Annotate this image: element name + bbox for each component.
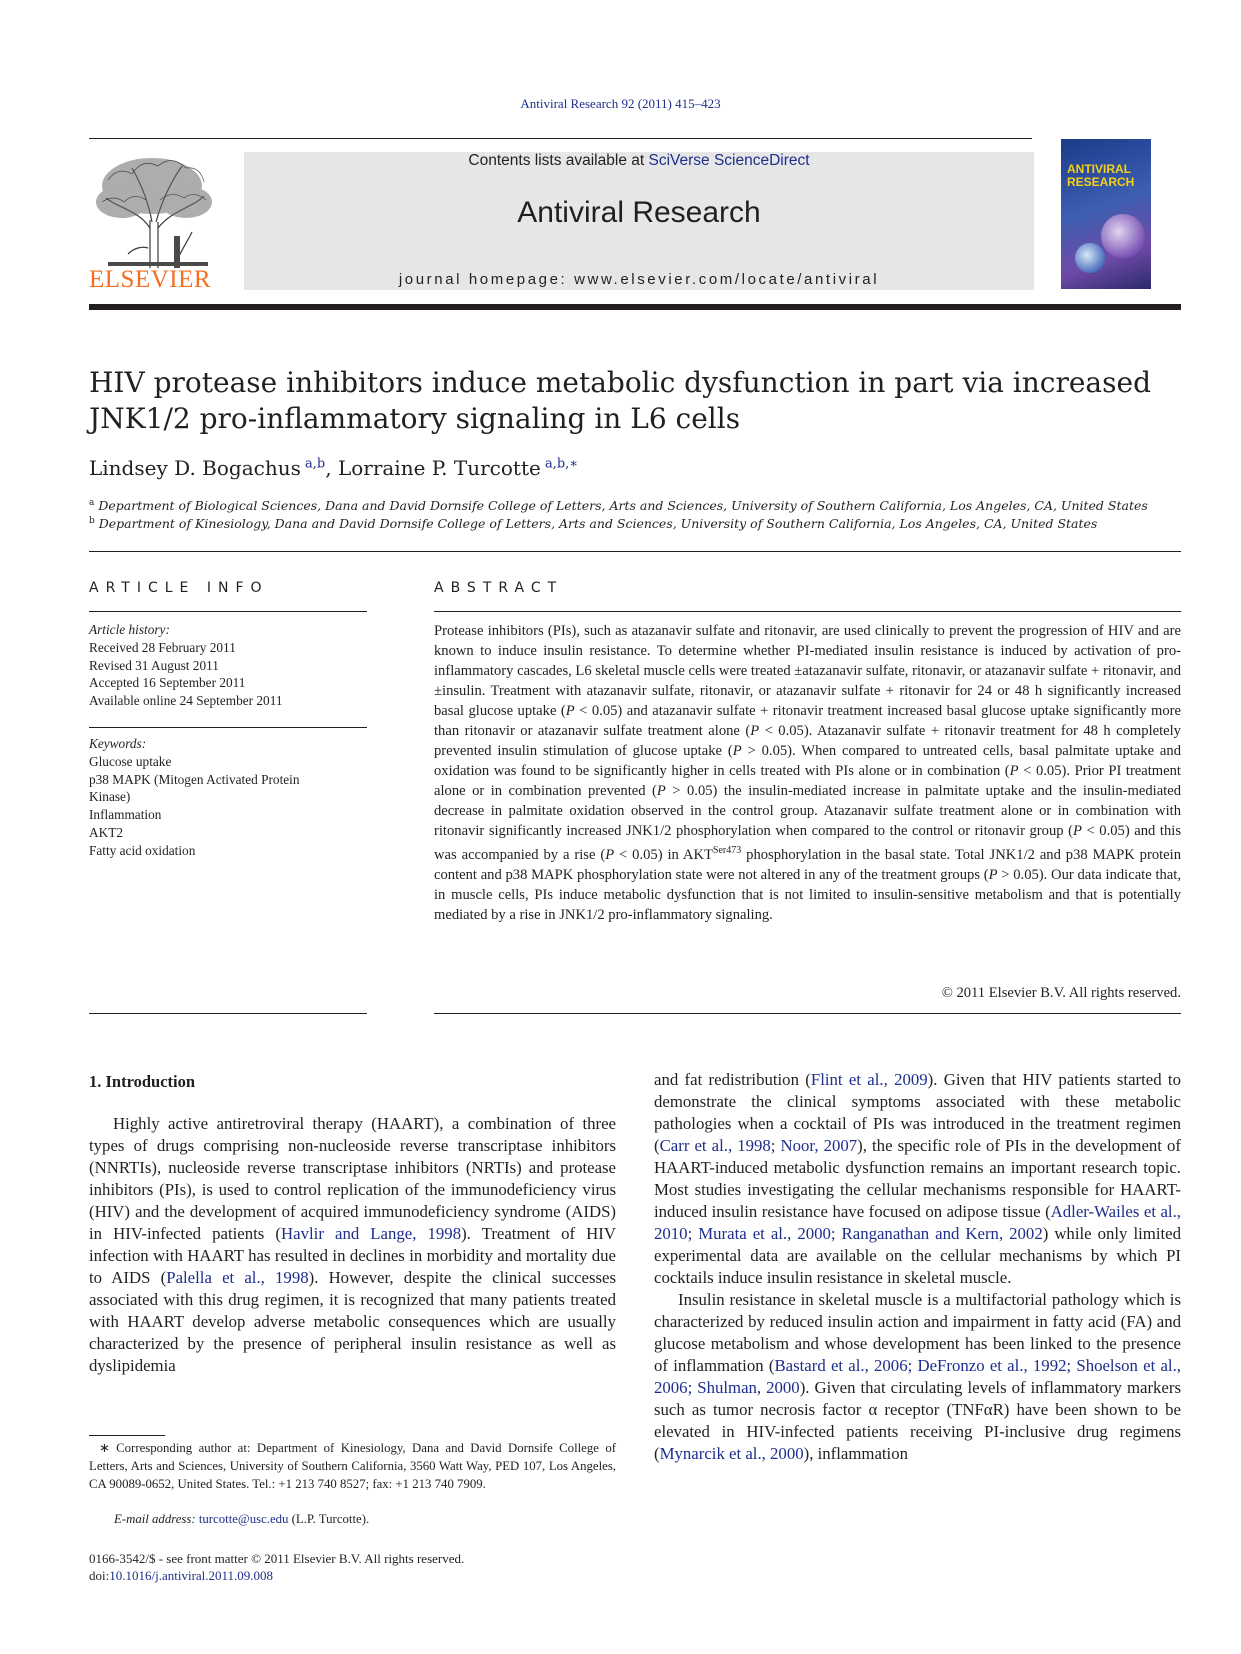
keywords <box>89 735 379 860</box>
journal-name: Antiviral Research <box>517 196 761 229</box>
divider <box>434 611 1181 612</box>
paragraph: and fat redistribution (Flint et al., 2009). Given that HIV patients started to demonstrate the clinical symptoms associated with these metabolic pathologies when a cocktail of PIs was introduced in the treatment regimen (Carr et al., 1998; Noor, 2007), the specific role of PIs in the development of HAART-induced metabolic dysfunction remains an important research topic. Most studies investigating the cellular mechanisms responsible for HAART-induced insulin resistance have focused on adipose tissue (Adler-Wailes et al., 2010; Murata et al., 2000; Ranganathan and Kern, 2002) while only limited experimental data are available on the cellular mechanisms by which PI cocktails induce insulin resistance in skeletal muscle. <box>654 1070 1181 1287</box>
history-label: Article history: <box>89 622 170 637</box>
paragraph: Highly active antiretroviral therapy (HAART), a combination of three types of drugs comprising non-nucleoside reverse transcriptase inhibitors (NNRTIs), nucleoside reverse transcriptase inhibitors (NRTIs) and protease inhibitors (PIs), is used to control replication of the immunodeficiency virus (HIV) and the development of acquired immunodeficiency syndrome (AIDS) in HIV-infected patients (Havlir and Lange, 1998). Treatment of HIV infection with HAART has resulted in declines in morbidity and mortality due to AIDS (Palella et al., 1998). However, despite the clinical successes associated with this drug regimen, it is recognized that many patients treated with HAART develop adverse metabolic consequences which are usually characterized by the presence of peripheral insulin resistance as well as dyslipidemia <box>89 1114 617 1375</box>
author-affiliation-mark[interactable]: a,b <box>305 456 326 472</box>
author-name: Lindsey D. Bogachus <box>89 456 301 480</box>
abstract-body: Protease inhibitors (PIs), such as atazanavir sulfate and ritonavir, are used clinically to prevent the progression of HIV and are known to induce insulin resistance. To determine whether PI-mediated insulin resistance is induced by activation of pro-inflammatory cascades, L6 skeletal muscle cells were treated ±atazanavir sulfate, ritonavir, or atazanavir sulfate + ritonavir, and ±insulin. Treatment with atazanavir sulfate, ritonavir, or atazanavir sulfate + ritonavir for 24 or 48 h significantly increased basal glucose uptake (P < 0.05) and atazanavir sulfate + ritonavir treatment increased basal glucose uptake significantly more than ritonavir or atazanavir sulfate treatment alone (P < 0.05). Atazanavir sulfate + ritonavir treatment for 48 h completely prevented insulin stimulation of glucose uptake (P > 0.05). When compared to untreated cells, basal palmitate uptake and oxidation was found to be significantly higher in cells treated with PIs alone or in combination (P < 0.05). Prior PI treatment alone or in combination prevented (P > 0.05) the insulin-mediated increase in palmitate uptake and the insulin-mediated decrease in palmitate oxidation observed in the control group. Atazanavir sulfate treatment alone or in combination with ritonavir significantly increased JNK1/2 phosphorylation when compared to the control or ritonavir group (P < 0.05) and this was accompanied by a rise (P < 0.05) in $AKT^{Ser473}$ phosphorylation in the basal state. Total JNK1/2 and p38 MAPK protein content and p38 MAPK phosphorylation state were not altered in any of the treatment groups (P > 0.05). Our data indicate that, in muscle cells, PIs induce metabolic dysfunction that is not limited to insulin-sensitive metabolism and that is potentially mediated by a rise in JNK1/2 pro-inflammatory signaling. <box>434 623 1182 923</box>
sciencedirect-link[interactable]: SciVerse ScienceDirect <box>648 152 810 169</box>
cover-cell-graphic-small <box>1075 243 1105 273</box>
running-head[interactable]: Antiviral Research 92 (2011) 415–423 <box>520 96 721 111</box>
history-entry: Available online 24 September 2011 <box>89 693 283 709</box>
paragraph: Insulin resistance in skeletal muscle is a multifactorial pathology which is characterized by reduced insulin action and impairment in fatty acid (FA) and glucose metabolism and whose development has been linked to the presence of inflammation (Bastard et al., 2006; DeFronzo et al., 1992; Shoelson et al., 2006; Shulman, 2000). Given that circulating levels of inflammatory markers such as tumor necrosis factor α receptor (TNFαR) have been shown to be elevated in HIV-infected patients receiving PI-inclusive drug regimens (Mynarcik et al., 2000), inflammation <box>654 1290 1181 1463</box>
keyword: p38 MAPK (Mitogen Activated Protein <box>89 771 300 787</box>
keyword: Fatty acid oxidation <box>89 842 196 858</box>
divider <box>89 727 367 728</box>
body-column-left <box>89 1113 616 1377</box>
divider <box>89 611 367 612</box>
citation-link[interactable]: Adler-Wailes et al., 2010; Murata et al., 2000; Ranganathan and Kern, 2002 <box>654 1202 1181 1243</box>
issn-line: 0166-3542/$ - see front matter © 2011 Elsevier B.V. All rights reserved. <box>89 1551 465 1566</box>
author-name: Lorraine P. Turcotte <box>337 456 541 480</box>
contents-line <box>244 152 1034 170</box>
section-heading: 1. Introduction <box>89 1072 196 1091</box>
history-entry: Accepted 16 September 2011 <box>89 675 246 691</box>
cover-cell-graphic <box>1101 214 1145 258</box>
body-column-right <box>654 1069 1181 1465</box>
keyword: Kinase) <box>89 789 131 805</box>
abstract-copyright: © 2011 Elsevier B.V. All rights reserved. <box>941 985 1181 1001</box>
footnote-rule <box>89 1435 165 1436</box>
footnote-email: E-mail address: turcotte@usc.edu (L.P. Turcotte). <box>114 1512 370 1526</box>
email-link[interactable]: turcotte@usc.edu <box>198 1512 289 1526</box>
citation-link[interactable]: Bastard et al., 2006; DeFronzo et al., 1992; Shoelson et al., 2006; Shulman, 2000 <box>654 1356 1181 1397</box>
abstract-heading: ABSTRACT <box>434 580 564 596</box>
masthead-top-rule <box>89 138 1032 139</box>
affiliation-a: $^a$ Department of Biological Sciences, Dana and David Dornsife College of Letters, Arts and Sciences, University of Southern California, Los Angeles, CA, United States <box>89 498 1148 514</box>
article-history <box>89 621 379 710</box>
elsevier-tree-icon <box>88 150 218 270</box>
citation-link[interactable]: Carr et al., 1998; Noor, 2007 <box>659 1136 858 1155</box>
title-rule <box>89 551 1181 552</box>
journal-homepage[interactable]: journal homepage: www.elsevier.com/locate/antiviral <box>398 271 880 288</box>
journal-cover-image <box>1061 139 1151 289</box>
author-list: Lindsey D. Bogachus $^{a,b}$, Lorraine P. Turcotte $^{a,b,∗}$ <box>89 456 579 480</box>
cover-title: ANTIVIRAL RESEARCH <box>1067 162 1135 189</box>
affiliation-b: $^b$ Department of Kinesiology, Dana and David Dornsife College of Letters, Arts and Sciences, University of Southern California, Los Angeles, CA, United States <box>89 516 1098 532</box>
keyword: Glucose uptake <box>89 753 172 769</box>
divider <box>89 1013 367 1014</box>
front-matter <box>89 1550 464 1584</box>
doi-line: doi:10.1016/j.antiviral.2011.09.008 <box>89 1568 274 1583</box>
article-info-heading: ARTICLE INFO <box>89 580 269 596</box>
citation-link[interactable]: Havlir and Lange, 1998 <box>281 1224 462 1243</box>
elsevier-wordmark: ELSEVIER <box>89 266 212 293</box>
keyword: Inflammation <box>89 807 162 823</box>
citation-link[interactable]: Palella et al., 1998 <box>166 1268 309 1287</box>
divider <box>434 1013 1181 1014</box>
contents-prefix: Contents lists available at <box>468 152 649 169</box>
citation-link[interactable]: Flint et al., 2009 <box>810 1070 928 1089</box>
keyword: AKT2 <box>89 824 123 840</box>
doi-link[interactable]: 10.1016/j.antiviral.2011.09.008 <box>109 1568 274 1583</box>
history-entry: Received 28 February 2011 <box>89 639 236 655</box>
keywords-label: Keywords: <box>89 736 147 751</box>
citation-link[interactable]: Mynarcik et al., 2000 <box>659 1444 804 1463</box>
masthead-bottom-rule <box>89 304 1181 310</box>
footnote: ∗ Corresponding author at: Department of Kinesiology, Dana and David Dornsife College of Letters, Arts and Sciences, University of Southern California, 3560 Watt Way, PED 107, Los Angeles, CA 90089-0652, United States. Tel.: +1 213 740 8527; fax: +1 213 740 7909. <box>89 1441 616 1491</box>
article-title: HIV protease inhibitors induce metabolic dysfunction in part via increased JNK1/2 pro-inflammatory signaling in L6 cells <box>89 366 1151 435</box>
author-affiliation-mark[interactable]: a,b,∗ <box>544 456 579 472</box>
history-entry: Revised 31 August 2011 <box>89 657 219 673</box>
